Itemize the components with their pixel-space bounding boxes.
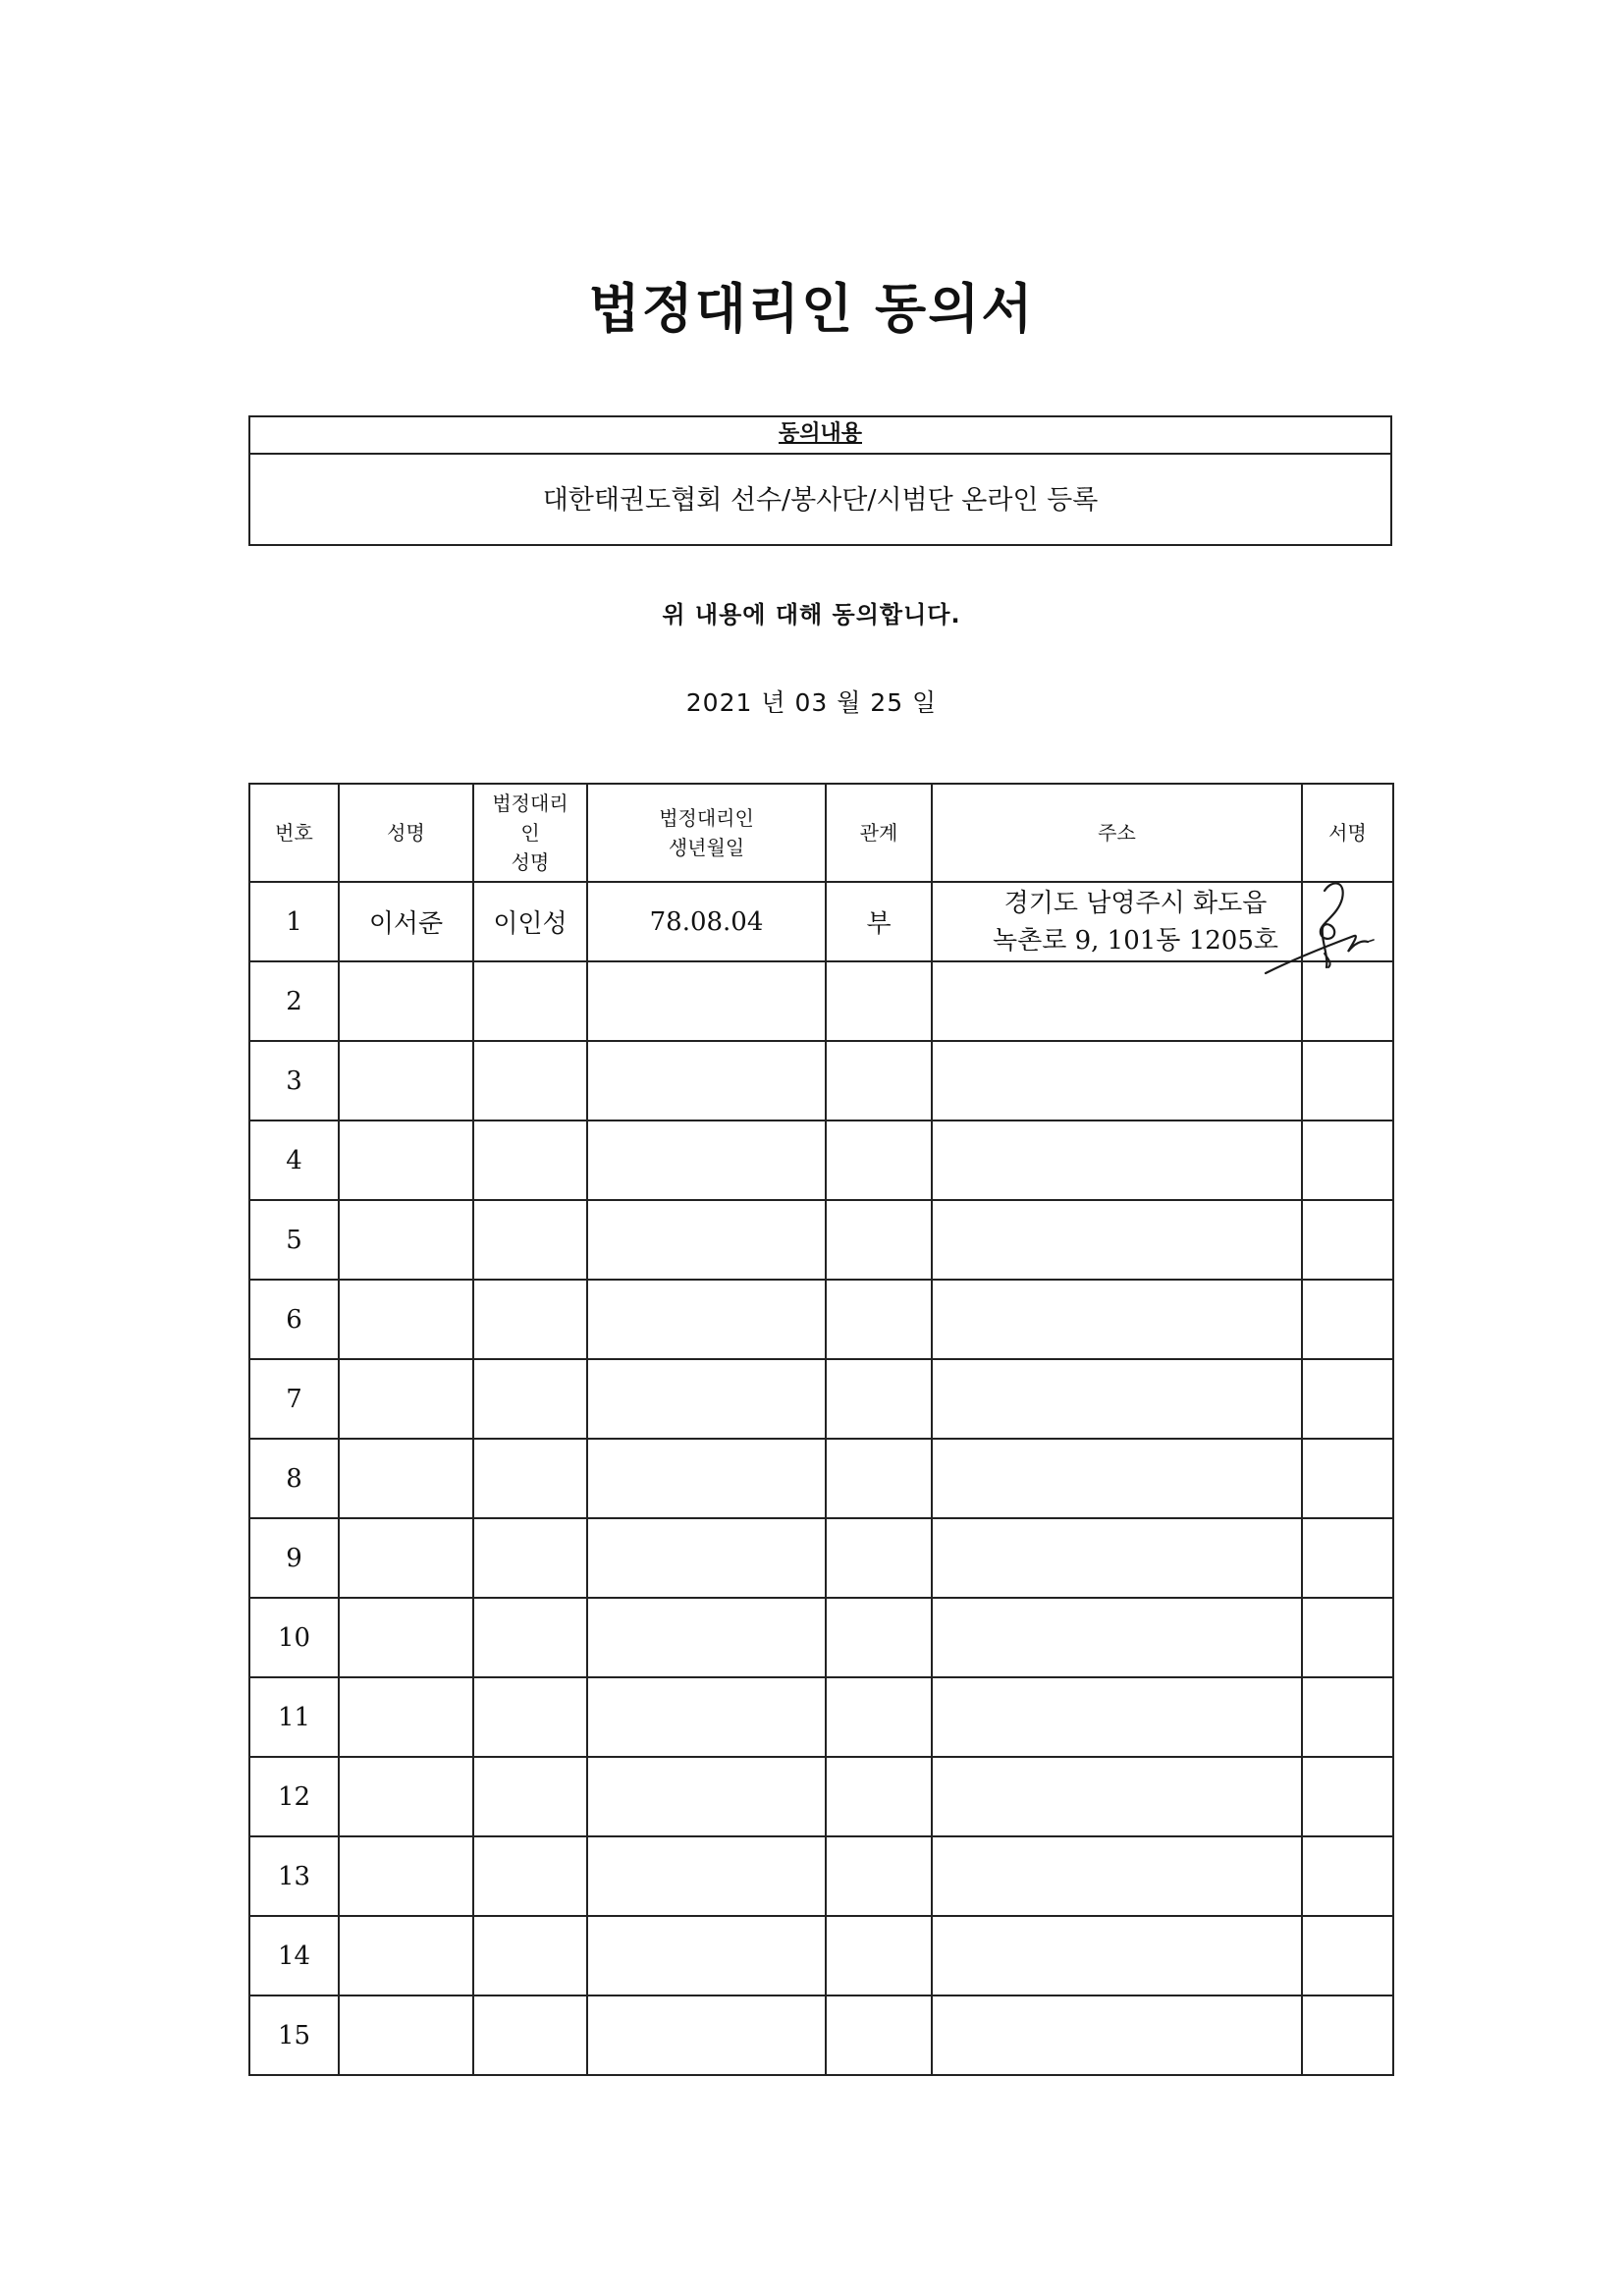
handwritten-signature [1264,871,1411,989]
header-guardian-name-line1: 법정대리 [492,792,568,815]
table-row [249,961,1393,1041]
table-row [249,1757,1393,1836]
header-guardian-birth [587,784,826,882]
header-guardian-birth-line1: 법정대리인 [659,806,754,830]
table-row [249,1041,1393,1121]
table-row [249,1677,1393,1757]
consent-content-header [250,417,1390,455]
row-number: 6 [249,1280,339,1359]
table-row [249,1916,1393,1995]
row-number: 13 [249,1836,339,1916]
row-name: 이서준 [339,882,473,961]
table-row [249,1518,1393,1598]
header-guardian-birth-line2: 생년월일 [668,836,745,859]
table-header-row [249,784,1393,882]
guardian-roster-table [248,783,1394,2076]
row-address-line1: 경기도 남영주시 화도읍 [1003,888,1268,918]
header-signature: 서명 [1302,784,1393,882]
row-number: 3 [249,1041,339,1121]
table-row [249,1439,1393,1518]
agreement-statement: 위 내용에 대해 동의합니다. [662,601,961,629]
consent-content-body: 대한태권도협회 선수/봉사단/시범단 온라인 등록 [542,485,1099,516]
row-number: 7 [249,1359,339,1439]
row-relation: 부 [826,882,932,961]
row-number: 12 [249,1757,339,1836]
row-signature [1302,882,1393,961]
table-row [249,1359,1393,1439]
header-guardian-name-line3: 성명 [511,850,550,874]
row-number: 14 [249,1916,339,1995]
row-number: 8 [249,1439,339,1518]
row-number: 4 [249,1121,339,1200]
header-number: 번호 [249,784,339,882]
row-number: 2 [249,961,339,1041]
consent-header-label: 동의내용 [778,421,862,446]
row-number: 9 [249,1518,339,1598]
row-guardian-birth: 78.08.04 [587,882,826,961]
row-guardian-name: 이인성 [473,882,587,961]
table-row [249,1280,1393,1359]
row-number: 5 [249,1200,339,1280]
signature-stroke-4 [1368,940,1374,942]
row-number: 11 [249,1677,339,1757]
row-number: 15 [249,1995,339,2075]
table-row [249,1598,1393,1677]
document-title: 법정대리인 동의서 [588,278,1035,340]
table-row [249,1836,1393,1916]
row-address [932,882,1302,961]
row-address-line2: 녹촌로 9, 101동 1205호 [993,925,1278,956]
consent-content-box [248,415,1392,546]
row-number: 10 [249,1598,339,1677]
table-row [249,1200,1393,1280]
row-number: 1 [249,882,339,961]
table-row [249,882,1393,961]
header-guardian-name-line2: 인 [520,821,540,845]
table-row [249,1995,1393,2075]
signature-stroke-1 [1321,883,1343,967]
header-relation: 관계 [826,784,932,882]
signature-stroke-2 [1266,936,1368,973]
header-address: 주소 [932,784,1302,882]
table-row [249,1121,1393,1200]
header-name: 성명 [339,784,473,882]
header-guardian-name [473,784,587,882]
document-date: 2021 년 03 월 25 일 [685,688,938,717]
